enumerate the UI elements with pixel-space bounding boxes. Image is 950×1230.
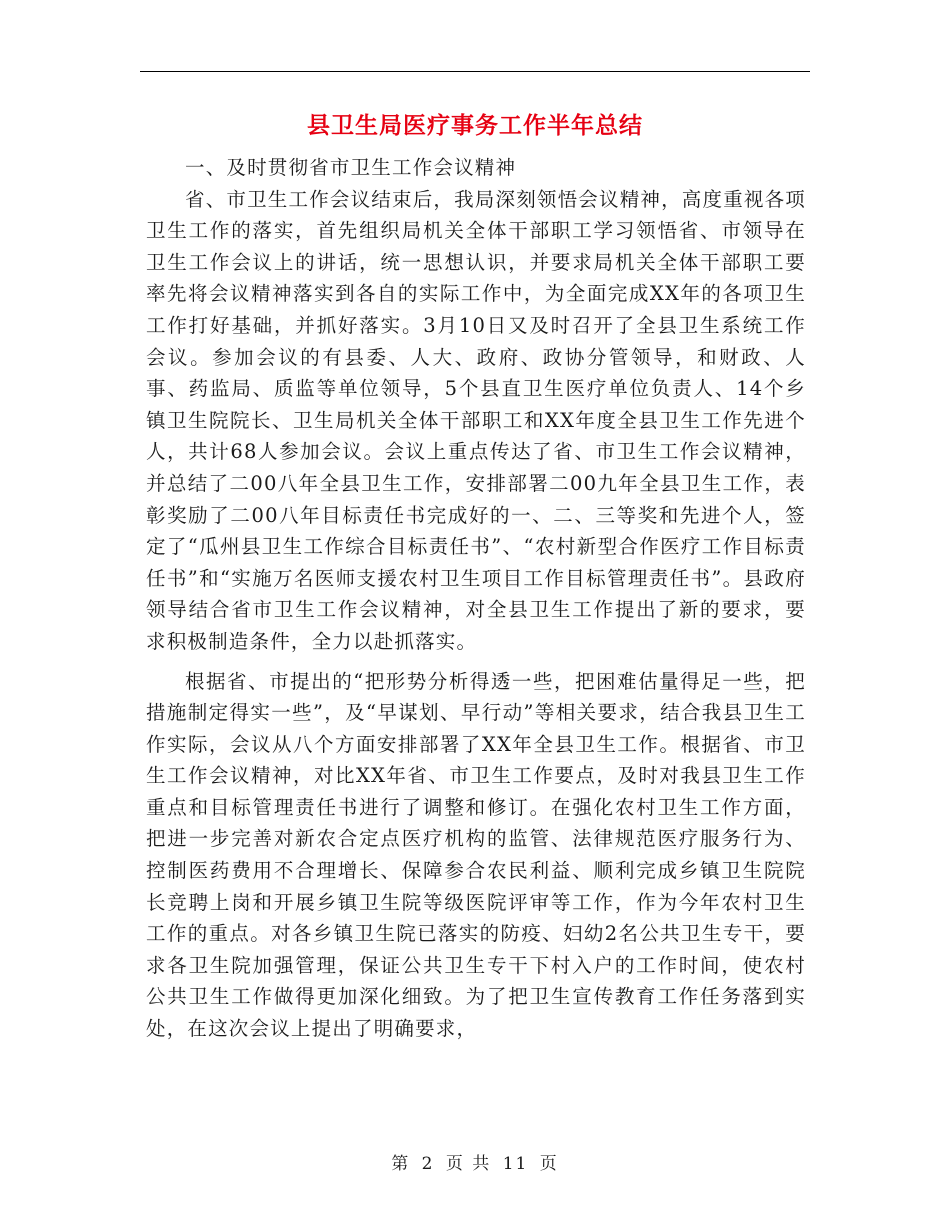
footer-prefix: 第 (391, 1154, 411, 1174)
paragraph-2: 根据省、市提出的“把形势分析得透一些，把困难估量得足一些，把措施制定得实一些”，及“早谋划、早行动”等相关要求，结合我县卫生工作实际，会议从八个方面安排部署了XX年全县卫生工作。根据省、市卫生工作会议精神，对比XX年省、市卫生工作要点，及时对我县卫生工作重点和目标管理责任书进行了调整和修订。在强化农村卫生工作方面，把进一步完善对新农合定点医疗机构的监管、法律规范医疗服务行为、控制医药费用不合理增长、保障参合农民利益、顺利完成乡镇卫生院院长竞聘上岗和开展乡镇卫生院等级医院评审等工作，作为今年农村卫生工作的重点。对各乡镇卫生院已落实的防疫、妇幼2名公共卫生专干，要求各卫生院加强管理，保证公共卫生专干下村入户的工作时间，使农村公共卫生工作做得更加深化细致。为了把卫生宣传教育工作任务落到实处，在这次会议上提出了明确要求， (146, 669, 806, 1041)
document-body (146, 152, 806, 1045)
paragraph-1: 省、市卫生工作会议结束后，我局深刻领悟会议精神，高度重视各项卫生工作的落实，首先组织局机关全体干部职工学习领悟省、市领导在卫生工作会议上的讲话，统一思想认识，并要求局机关全体干部职工要率先将会议精神落实到各自的实际工作中，为全面完成XX年的各项卫生工作打好基础，并抓好落实。3月10日又及时召开了全县卫生系统工作会议。参加会议的有县委、人大、政府、政协分管领导，和财政、人事、药监局、质监等单位领导，5个县直卫生医疗单位负责人、14个乡镇卫生院院长、卫生局机关全体干部职工和XX年度全县卫生工作先进个人，共计68人参加会议。会议上重点传达了省、市卫生工作会议精神，并总结了二00八年全县卫生工作，安排部署二00九年全县卫生工作，表彰奖励了二00八年目标责任书完成好的一、二、三等奖和先进个人，签定了“瓜州县卫生工作综合目标责任书”、“农村新型合作医疗工作目标责任书”和“实施万名医师支援农村卫生项目工作目标管理责任书”。县政府领导结合省市卫生工作会议精神，对全县卫生工作提出了新的要求，要求积极制造条件，全力以赴抓落实。 (146, 187, 807, 653)
footer-current-page: 2 (421, 1154, 435, 1174)
footer-middle: 页 共 (445, 1154, 492, 1174)
page-footer (0, 1152, 950, 1176)
footer-total-pages: 11 (502, 1154, 529, 1174)
header-rule (140, 71, 810, 72)
document-title: 县卫生局医疗事务工作半年总结 (307, 112, 643, 139)
section-heading: 一、及时贯彻省市卫生工作会议精神 (185, 156, 517, 179)
footer-suffix: 页 (539, 1154, 559, 1174)
